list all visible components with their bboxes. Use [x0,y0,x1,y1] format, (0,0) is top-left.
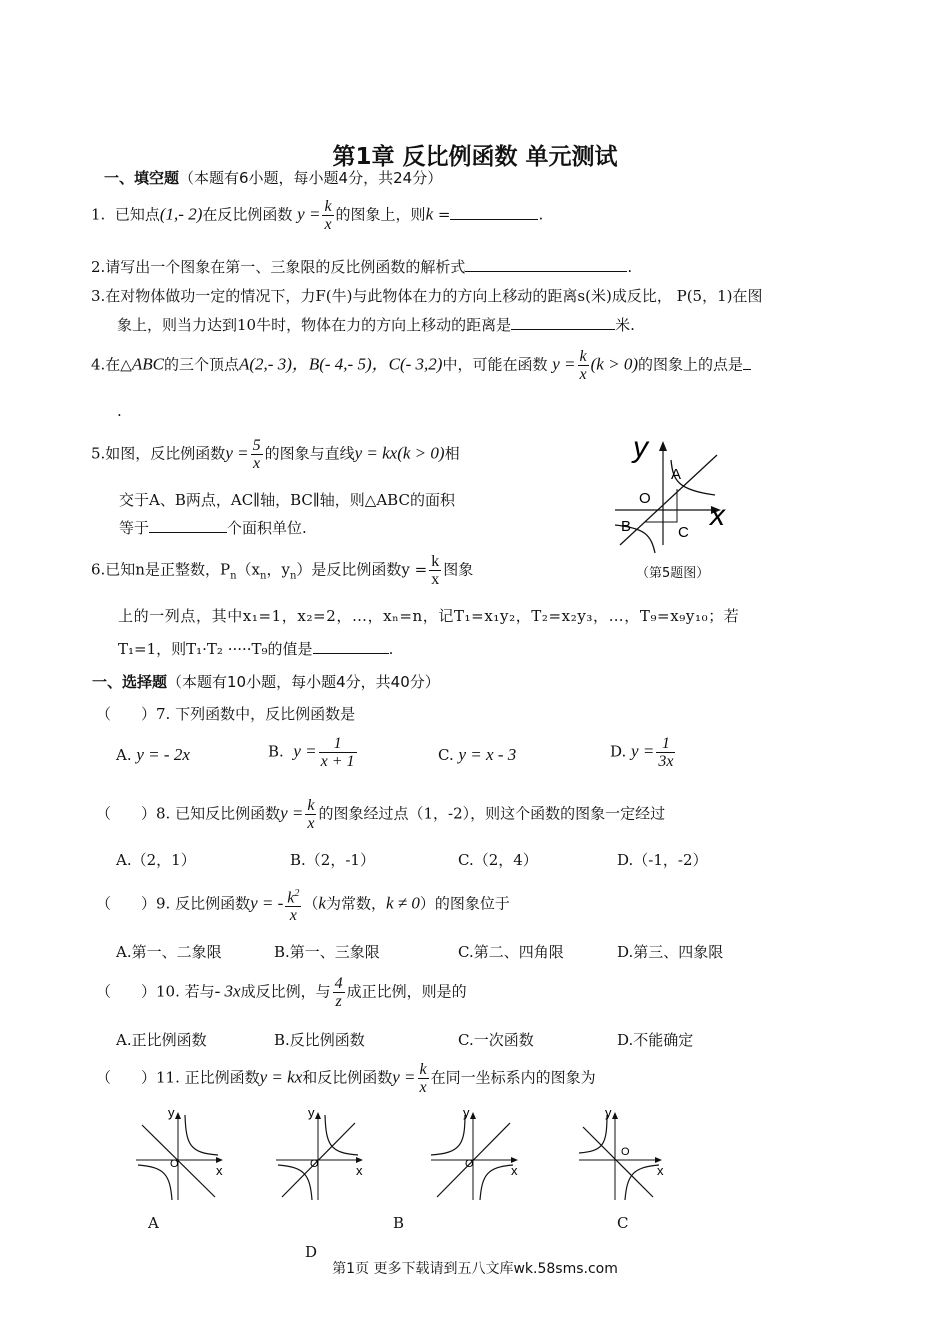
q11-graph-c[interactable] [425,1105,525,1205]
q11-a-y-label: y [168,1105,175,1120]
q7-option-b[interactable]: B. y = $\frac{1}{x + 1}$ [268,735,355,770]
q11-b-origin-label: O [310,1158,319,1170]
fig5-a-label: A [671,466,682,483]
fig5-x-label: x [710,499,725,532]
q9-option-b[interactable]: B.第一、三象限 [274,943,380,961]
q11-graph-a[interactable] [130,1105,230,1205]
q11-d-x-label: x [657,1163,664,1178]
q11-a-origin-label: O [170,1158,179,1170]
question-10-stem: （ ）10. 若与- 3x成反比例，与 $\frac{4}{z}$ 成正比例，则是的 [96,975,467,1010]
q8-option-a[interactable]: A.（2，1） [116,851,196,869]
q10-option-d[interactable]: D.不能确定 [617,1031,694,1049]
q7-option-c[interactable]: C. y = x - 3 [438,745,517,764]
question-7-stem: （ ）7. 下列函数中，反比例函数是 [96,705,356,723]
q11-b-x-label: x [356,1163,363,1178]
q11-a-x-label: x [216,1163,223,1178]
q10-option-a[interactable]: A.正比例函数 [116,1031,207,1049]
question-4-line-2: . [117,402,122,420]
q9-option-c[interactable]: C.第二、四角限 [458,943,564,961]
q10-option-c[interactable]: C.一次函数 [458,1031,534,1049]
question-9-stem: （ ）9. 反比例函数y = - $\frac{k^2}{x}$ （k为常数，k ≠ 0）的图象位于 [96,885,510,924]
q9-option-d[interactable]: D.第三、四象限 [617,943,724,961]
section-choice-heading: 一、选择题（本题有10小题，每小题4分，共40分） [92,673,440,691]
q7-option-a[interactable]: A. y = - 2x [116,745,190,764]
q7-option-d[interactable]: D. y = $\frac{1}{3x}$ [610,735,674,770]
question-3-line-2: 象上，则当力达到10牛时，物体在力的方向上移动的距离是 米. [117,316,635,334]
fig5-c-label: C [678,524,689,541]
question-2: 2.请写出一个图象在第一、三象限的反比例函数的解析式 . [91,258,633,276]
question-5-line-2: 交于A、B两点，AC∥轴，BC∥轴，则△ABC的面积 [119,491,455,509]
q10-option-b[interactable]: B.反比例函数 [274,1031,365,1049]
question-6-line-1: 6.已知n是正整数，$P_n(x_n$，$y_n$）是反比例函数y = $\frac{k}{x}$ 图象 [91,553,474,588]
q11-label-a: A [148,1214,159,1232]
question-5-figure [605,425,745,560]
page-title: 第1章 反比例函数 单元测试 [332,144,618,170]
q11-c-y-label: y [463,1105,470,1120]
question-5-line-1: 5.如图，反比例函数y = $\frac{5}{x}$ 的图象与直线y = kx(k > 0)相 [91,437,460,472]
fig5-b-label: B [621,518,632,535]
question-11-stem: （ ）11. 正比例函数y = kx和反比例函数y = $\frac{k}{x}$ 在同一坐标系内的图象为 [96,1061,596,1096]
question-1: 1. 已知点(1,- 2)在反比例函数 y = $\frac{k}{x}$ 的图象上，则k = . [91,198,544,233]
q11-c-origin-label: O [465,1158,474,1170]
q11-label-b: B [393,1214,405,1232]
q11-label-c: C [617,1214,629,1232]
q9-option-a[interactable]: A.第一、二象限 [116,943,222,961]
q11-d-origin-label: O [621,1146,630,1158]
question-6-line-2: 上的一列点，其中x₁=1，x₂=2，…，xₙ=n，记T₁=x₁y₂，T₂=x₂y₃，…，T₉=x₉y₁₀；若 [118,607,740,625]
question-3-line-1: 3.在对物体做功一定的情况下，力F(牛)与此物体在力的方向上移动的距离s(米)成反比， P(5，1)在图 [91,287,763,305]
question-5-line-3: 等于 个面积单位. [119,519,307,537]
fig5-origin-label: O [639,490,651,507]
q11-label-d: D [305,1243,318,1261]
question-8-stem: （ ）8. 已知反比例函数y = $\frac{k}{x}$ 的图象经过点（1，-2），则这个函数的图象一定经过 [96,797,666,832]
question-5-figure-caption: （第5题图） [636,566,710,581]
question-4: 4.在△ABC的三个顶点A(2,- 3)，B(- 4,- 5)，C(- 3,2)中，可能在函数 y = $\frac{k}{x}$ (k > 0)的图象上的点是 [91,348,751,383]
q8-option-b[interactable]: B.（2，-1） [290,851,375,869]
section-fill-heading: 一、填空题（本题有6小题，每小题4分，共24分） [104,169,443,187]
question-6-line-3: T₁=1，则T₁·T₂ ·····T₉的值是 . [118,640,394,658]
q11-d-y-label: y [605,1105,612,1120]
q8-option-d[interactable]: D.（-1，-2） [617,851,708,869]
q11-graph-b[interactable] [270,1105,370,1205]
q11-c-x-label: x [511,1163,518,1178]
q11-graph-d[interactable] [575,1105,675,1205]
q8-option-c[interactable]: C.（2，4） [458,851,538,869]
q11-b-y-label: y [308,1105,315,1120]
page-footer: 第1页 更多下载请到五八文库wk.58sms.com [332,1261,618,1277]
fig5-y-label: y [633,431,648,464]
